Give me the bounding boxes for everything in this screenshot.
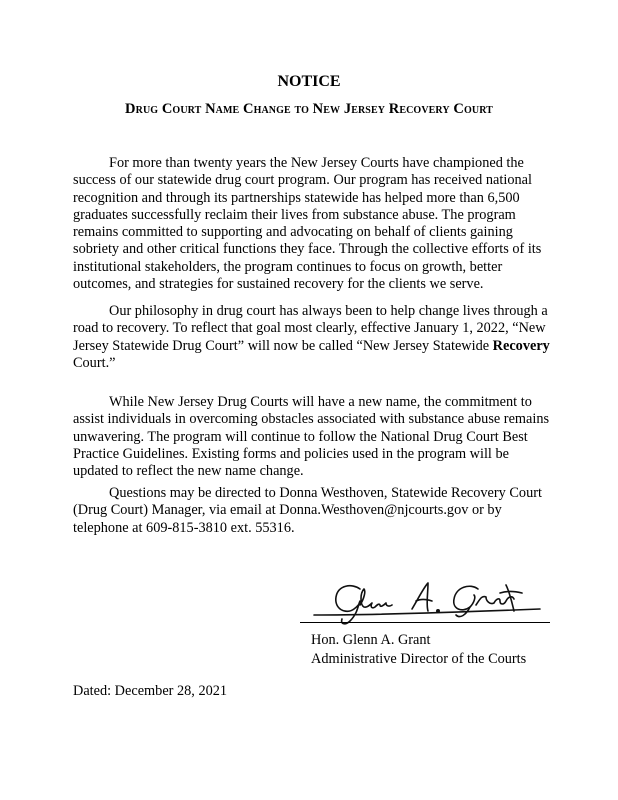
body-paragraph-3: While New Jersey Drug Courts will have a new name, the commitment to assist individuals in overcoming obstacles associated with substance abuse remains unwavering. The program will continue to follow the National Drug Court Best Practice Guidelines. Existing forms and policies used in the program will be updated to reflect the new name change. (73, 394, 550, 480)
dated-line: Dated: December 28, 2021 (73, 683, 228, 699)
signature-line (300, 622, 550, 623)
handwritten-signature (300, 575, 550, 627)
body-paragraph-2 (73, 303, 553, 372)
signer-title: Administrative Director of the Courts (311, 651, 527, 667)
body-paragraph-1: For more than twenty years the New Jersey Courts have championed the success of our statewide drug court program. Our program has received national recognition and through its partnerships statewide has helped more than 6,500 graduates successfully reclaim their lives from substance abuse. The program remains committed to supporting and advocating on behalf of clients gaining sobriety and other critical functions they face. Through the collective efforts of its institutional stakeholders, the program continues to focus on growth, better outcomes, and strategies for sustained recovery for the clients we serve. (73, 155, 542, 293)
signature-block (300, 575, 550, 627)
signer-name: Hon. Glenn A. Grant (311, 632, 431, 648)
paragraph-2-bold-word: Recovery (492, 337, 550, 354)
notice-title: NOTICE (277, 73, 341, 90)
notice-subtitle: Drug Court Name Change to New Jersey Recovery Court (125, 101, 493, 117)
paragraph-2-tail: Court.” (73, 354, 116, 371)
body-paragraph-4: Questions may be directed to Donna Westhoven, Statewide Recovery Court (Drug Court) Manager, via email at Donna.Westhoven@njcourts.gov or by telephone at 609-815-3810 ext. 55316. (73, 485, 542, 536)
paragraph-2-text: Our philosophy in drug court has always been to help change lives through a road to recovery. To reflect that goal most clearly, effective January 1, 2022, “New Jersey Statewide Drug Court” will now be called “New Jersey Statewide (73, 303, 548, 354)
